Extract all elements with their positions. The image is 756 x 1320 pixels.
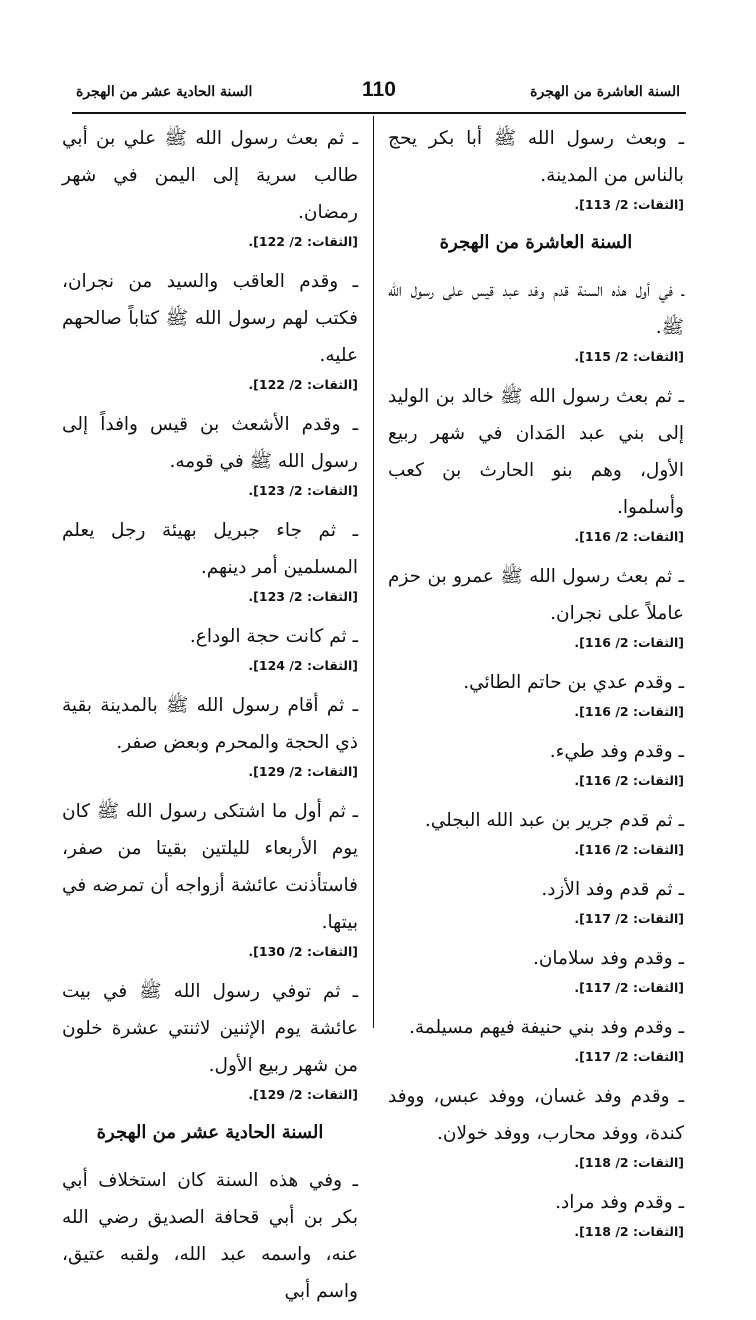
entry-text: ـ ثم توفي رسول الله ﷺ في بيت عائشة يوم الإثنين لاثنتي عشرة خلون من شهر ربيع الأول. [62,981,358,1076]
section-heading: السنة العاشرة من الهجرة [439,232,633,253]
history-entry [388,733,684,792]
page-number: 110 [362,78,396,101]
history-entry [62,512,358,608]
entry-text: ـ وقدم وفد غسان، ووفد عبس، ووفد كندة، ووفد محارب، ووفد خولان. [388,1086,684,1144]
entry-citation: [الثقات: 2/ 129]. [248,1087,358,1102]
entry-citation: [الثقات: 2/ 113]. [574,197,684,212]
entry-text: ـ ثم أقام رسول الله ﷺ بالمدينة بقية ذي الحجة والمحرم وبعض صفر. [62,695,358,753]
entry-text: ـ وقدم وفد مراد. [555,1192,684,1213]
history-entry [62,120,358,253]
section-heading: السنة الحادية عشر من الهجرة [96,1122,324,1143]
entry-citation: [الثقات: 2/ 122]. [248,377,358,392]
history-entry [388,871,684,930]
entry-citation: [الثقات: 2/ 116]. [574,842,684,857]
entry-citation: [الثقات: 2/ 117]. [574,911,684,926]
entry-text: ـ ثم بعث رسول الله ﷺ علي بن أبي طالب سرية إلى اليمن في شهر رمضان. [62,128,358,223]
entry-citation: [الثقات: 2/ 116]. [574,704,684,719]
history-entry [388,1078,684,1174]
history-entry [388,120,684,216]
entry-text: ـ ثم جاء جبريل بهيئة رجل يعلم المسلمين أمر دينهم. [62,520,358,578]
entry-text: ـ وبعث رسول الله ﷺ أبا بكر يحج بالناس من المدينة. [388,128,684,186]
entry-text: ـ في أول هذه السنة قدم وفد عبد قيس على رسول الله ﷺ. [388,280,684,338]
entry-text: ـ وقدم وفد سلامان. [532,948,684,969]
history-entry [388,378,684,548]
history-entry [62,406,358,502]
entry-text: ـ ثم أول ما اشتكى رسول الله ﷺ كان يوم الأربعاء لليلتين بقيتا من صفر، فاستأذنت عائشة أزواجه أن تمرضه في بيتها. [62,801,358,933]
history-entry [62,618,358,677]
history-entry [62,973,358,1106]
header-left-title: السنة الحادية عشر من الهجرة [76,84,253,100]
entry-text: ـ وقدم الأشعث بن قيس وافداً إلى رسول الله ﷺ في قومه. [62,414,358,472]
entry-text: ـ وقدم عدي بن حاتم الطائي. [463,672,684,693]
header-right-title: السنة العاشرة من الهجرة [530,84,680,100]
history-entry [62,1162,358,1310]
history-entry [62,687,358,783]
entry-citation: [الثقات: 2/ 130]. [248,944,358,959]
entry-text: ـ وقدم وفد بني حنيفة فيهم مسيلمة. [408,1017,684,1038]
entry-text: ـ ثم بعث رسول الله ﷺ عمرو بن حزم عاملاً على نجران. [388,566,684,624]
right-column [388,120,684,1253]
entry-text: ـ ثم كانت حجة الوداع. [189,626,358,647]
entry-text: ـ وفي هذه السنة كان استخلاف أبي بكر بن أبي قحافة الصديق رضي الله عنه، واسمه عبد الله، ولقبه عتيق، واسم أبي [62,1170,358,1302]
entry-citation: [الثقات: 2/ 123]. [248,589,358,604]
history-entry [388,1184,684,1243]
history-entry [388,272,684,368]
entry-citation: [الثقات: 2/ 117]. [574,980,684,995]
history-entry [62,263,358,396]
entry-citation: [الثقات: 2/ 117]. [574,1049,684,1064]
entry-text: ـ ثم قدم جرير بن عبد الله البجلي. [424,810,684,831]
entry-citation: [الثقات: 2/ 124]. [248,658,358,673]
history-entry [62,793,358,963]
column-divider [373,116,374,1028]
entry-citation: [الثقات: 2/ 129]. [248,764,358,779]
entry-citation: [الثقات: 2/ 115]. [574,349,684,364]
entry-citation: [الثقات: 2/ 122]. [248,234,358,249]
entry-citation: [الثقات: 2/ 118]. [574,1155,684,1170]
entry-text: ـ ثم بعث رسول الله ﷺ خالد بن الوليد إلى بني عبد المَدان في شهر ربيع الأول، وهم بنو الحارث بن كعب وأسلموا. [388,386,684,518]
history-entry [388,558,684,654]
entry-citation: [الثقات: 2/ 116]. [574,773,684,788]
history-entry [388,1009,684,1068]
entry-text: ـ ثم قدم وفد الأزد. [541,879,684,900]
history-entry [388,664,684,723]
entry-text: ـ وقدم وفد طيء. [549,741,684,762]
entry-citation: [الثقات: 2/ 116]. [574,635,684,650]
left-column [62,120,358,1320]
history-entry [388,802,684,861]
history-entry [388,940,684,999]
page-header [72,78,686,114]
entry-text: ـ وقدم العاقب والسيد من نجران، فكتب لهم رسول الله ﷺ كتاباً صالحهم عليه. [62,271,358,366]
entry-citation: [الثقات: 2/ 116]. [574,529,684,544]
entry-citation: [الثقات: 2/ 123]. [248,483,358,498]
entry-citation: [الثقات: 2/ 118]. [574,1224,684,1239]
